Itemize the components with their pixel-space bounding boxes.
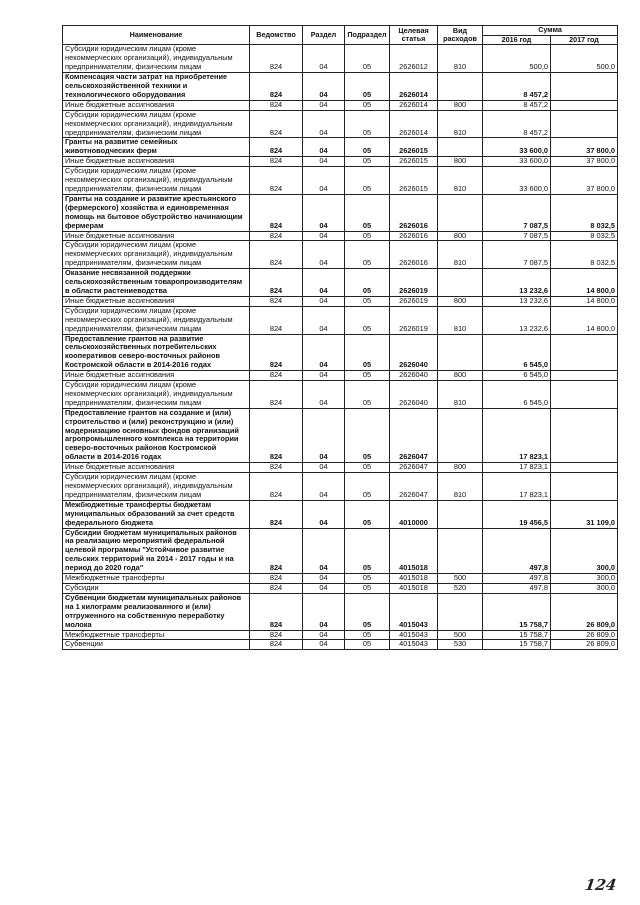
row-podrazdel: 05 bbox=[345, 45, 390, 73]
row-ved: 824 bbox=[250, 138, 303, 157]
row-name: Межбюджетные трансферты бюджетам муниципальных образований за счет средств федерального бюджета bbox=[63, 500, 250, 528]
row-target-article: 2626016 bbox=[390, 241, 438, 269]
row-expense-type: 800 bbox=[438, 231, 483, 241]
row-sum-2016: 497,8 bbox=[483, 528, 551, 574]
row-expense-type: 800 bbox=[438, 371, 483, 381]
row-ved: 824 bbox=[250, 306, 303, 334]
row-sum-2017 bbox=[551, 371, 618, 381]
row-ved: 824 bbox=[250, 574, 303, 584]
row-expense-type: 810 bbox=[438, 381, 483, 409]
row-sum-2016: 33 600,0 bbox=[483, 157, 551, 167]
row-podrazdel: 05 bbox=[345, 574, 390, 584]
header-expense-type: Вид расходов bbox=[438, 26, 483, 45]
row-sum-2017: 8 032,5 bbox=[551, 241, 618, 269]
row-target-article: 2626012 bbox=[390, 45, 438, 73]
row-ved: 824 bbox=[250, 463, 303, 473]
row-name: Субсидии юридическим лицам (кроме некоммерческих организаций), индивидуальным предпринимателям, физическим лицам bbox=[63, 241, 250, 269]
row-sum-2016: 6 545,0 bbox=[483, 334, 551, 371]
row-target-article: 2626014 bbox=[390, 100, 438, 110]
table-row bbox=[63, 194, 618, 231]
row-razdel: 04 bbox=[303, 473, 345, 501]
row-sum-2017: 500,0 bbox=[551, 45, 618, 73]
row-sum-2016: 33 600,0 bbox=[483, 138, 551, 157]
row-sum-2017 bbox=[551, 100, 618, 110]
row-sum-2017: 8 032,5 bbox=[551, 194, 618, 231]
row-ved: 824 bbox=[250, 640, 303, 650]
row-razdel: 04 bbox=[303, 241, 345, 269]
row-target-article: 4015043 bbox=[390, 630, 438, 640]
row-name: Иные бюджетные ассигнования bbox=[63, 371, 250, 381]
row-ved: 824 bbox=[250, 110, 303, 138]
row-podrazdel: 05 bbox=[345, 269, 390, 297]
row-podrazdel: 05 bbox=[345, 231, 390, 241]
row-sum-2016: 13 232,6 bbox=[483, 296, 551, 306]
row-name: Субсидии юридическим лицам (кроме некоммерческих организаций), индивидуальным предпринимателям, физическим лицам bbox=[63, 381, 250, 409]
row-expense-type: 500 bbox=[438, 574, 483, 584]
row-razdel: 04 bbox=[303, 371, 345, 381]
row-razdel: 04 bbox=[303, 306, 345, 334]
row-expense-type: 500 bbox=[438, 630, 483, 640]
row-razdel: 04 bbox=[303, 157, 345, 167]
table-row bbox=[63, 231, 618, 241]
row-target-article: 2626019 bbox=[390, 306, 438, 334]
row-sum-2017: 300,0 bbox=[551, 583, 618, 593]
header-year-2016: 2016 год bbox=[483, 36, 551, 45]
row-podrazdel: 05 bbox=[345, 157, 390, 167]
row-podrazdel: 05 bbox=[345, 334, 390, 371]
row-target-article: 2626040 bbox=[390, 381, 438, 409]
row-expense-type bbox=[438, 73, 483, 101]
row-ved: 824 bbox=[250, 73, 303, 101]
row-target-article: 2626040 bbox=[390, 334, 438, 371]
row-sum-2016: 8 457,2 bbox=[483, 73, 551, 101]
row-sum-2016: 15 758,7 bbox=[483, 630, 551, 640]
row-podrazdel: 05 bbox=[345, 194, 390, 231]
row-sum-2016: 15 758,7 bbox=[483, 593, 551, 630]
row-sum-2017: 26 809,0 bbox=[551, 640, 618, 650]
row-expense-type bbox=[438, 593, 483, 630]
row-ved: 824 bbox=[250, 241, 303, 269]
row-ved: 824 bbox=[250, 167, 303, 195]
row-target-article: 4015018 bbox=[390, 528, 438, 574]
row-target-article: 2626019 bbox=[390, 296, 438, 306]
row-razdel: 04 bbox=[303, 269, 345, 297]
row-name: Межбюджетные трансферты bbox=[63, 574, 250, 584]
row-razdel: 04 bbox=[303, 583, 345, 593]
table-row bbox=[63, 640, 618, 650]
row-sum-2017: 26 809,0 bbox=[551, 630, 618, 640]
row-target-article: 4015018 bbox=[390, 583, 438, 593]
row-target-article: 2626019 bbox=[390, 269, 438, 297]
row-name: Иные бюджетные ассигнования bbox=[63, 296, 250, 306]
row-expense-type: 810 bbox=[438, 110, 483, 138]
row-target-article: 2626014 bbox=[390, 110, 438, 138]
row-sum-2016: 8 457,2 bbox=[483, 110, 551, 138]
row-target-article: 4010000 bbox=[390, 500, 438, 528]
row-razdel: 04 bbox=[303, 408, 345, 462]
row-expense-type bbox=[438, 500, 483, 528]
row-expense-type bbox=[438, 528, 483, 574]
row-podrazdel: 05 bbox=[345, 408, 390, 462]
table-row bbox=[63, 45, 618, 73]
row-sum-2017 bbox=[551, 463, 618, 473]
row-name: Оказание несвязанной поддержки сельскохозяйственным товаропроизводителям в области растениеводства bbox=[63, 269, 250, 297]
row-sum-2016: 13 232,6 bbox=[483, 306, 551, 334]
row-expense-type: 810 bbox=[438, 167, 483, 195]
table-row bbox=[63, 574, 618, 584]
row-ved: 824 bbox=[250, 296, 303, 306]
row-sum-2017: 37 800,0 bbox=[551, 157, 618, 167]
row-sum-2016: 17 823,1 bbox=[483, 463, 551, 473]
row-razdel: 04 bbox=[303, 138, 345, 157]
row-sum-2016: 6 545,0 bbox=[483, 371, 551, 381]
row-target-article: 2626047 bbox=[390, 473, 438, 501]
row-razdel: 04 bbox=[303, 574, 345, 584]
row-name: Гранты на развитие семейных животноводческих ферм bbox=[63, 138, 250, 157]
row-razdel: 04 bbox=[303, 500, 345, 528]
row-razdel: 04 bbox=[303, 630, 345, 640]
row-name: Субсидии юридическим лицам (кроме некоммерческих организаций), индивидуальным предпринимателям, физическим лицам bbox=[63, 306, 250, 334]
row-sum-2016: 19 456,5 bbox=[483, 500, 551, 528]
table-body bbox=[63, 45, 618, 650]
row-razdel: 04 bbox=[303, 593, 345, 630]
row-sum-2017: 300,0 bbox=[551, 528, 618, 574]
row-razdel: 04 bbox=[303, 231, 345, 241]
row-ved: 824 bbox=[250, 473, 303, 501]
header-podrazdel: Подраздел bbox=[345, 26, 390, 45]
row-sum-2016: 7 087,5 bbox=[483, 241, 551, 269]
row-ved: 824 bbox=[250, 100, 303, 110]
row-sum-2016: 17 823,1 bbox=[483, 473, 551, 501]
row-name: Субвенции bbox=[63, 640, 250, 650]
row-razdel: 04 bbox=[303, 528, 345, 574]
row-expense-type bbox=[438, 138, 483, 157]
row-expense-type bbox=[438, 194, 483, 231]
row-sum-2016: 500,0 bbox=[483, 45, 551, 73]
row-ved: 824 bbox=[250, 593, 303, 630]
row-target-article: 4015043 bbox=[390, 593, 438, 630]
row-podrazdel: 05 bbox=[345, 583, 390, 593]
row-ved: 824 bbox=[250, 334, 303, 371]
row-expense-type bbox=[438, 408, 483, 462]
row-razdel: 04 bbox=[303, 100, 345, 110]
row-target-article: 4015018 bbox=[390, 574, 438, 584]
table-row bbox=[63, 593, 618, 630]
table-row bbox=[63, 306, 618, 334]
row-podrazdel: 05 bbox=[345, 640, 390, 650]
row-sum-2017 bbox=[551, 110, 618, 138]
row-ved: 824 bbox=[250, 371, 303, 381]
row-razdel: 04 bbox=[303, 45, 345, 73]
row-target-article: 2626015 bbox=[390, 157, 438, 167]
row-sum-2016: 8 457,2 bbox=[483, 100, 551, 110]
row-name: Иные бюджетные ассигнования bbox=[63, 100, 250, 110]
row-podrazdel: 05 bbox=[345, 138, 390, 157]
row-sum-2017: 37 800,0 bbox=[551, 167, 618, 195]
row-expense-type: 530 bbox=[438, 640, 483, 650]
row-ved: 824 bbox=[250, 500, 303, 528]
table-header bbox=[63, 26, 618, 45]
table-row bbox=[63, 138, 618, 157]
row-podrazdel: 05 bbox=[345, 241, 390, 269]
row-podrazdel: 05 bbox=[345, 381, 390, 409]
row-name: Субсидии бюджетам муниципальных районов на реализацию мероприятий федеральной целевой программы "Устойчивое развитие сельских территорий на 2014 - 2017 годы и на период до 2020 года" bbox=[63, 528, 250, 574]
row-sum-2016: 497,8 bbox=[483, 583, 551, 593]
row-name: Межбюджетные трансферты bbox=[63, 630, 250, 640]
row-sum-2017: 31 109,0 bbox=[551, 500, 618, 528]
row-expense-type bbox=[438, 334, 483, 371]
row-name: Субсидии юридическим лицам (кроме некоммерческих организаций), индивидуальным предпринимателям, физическим лицам bbox=[63, 110, 250, 138]
row-sum-2017: 14 800,0 bbox=[551, 296, 618, 306]
row-podrazdel: 05 bbox=[345, 371, 390, 381]
row-sum-2017 bbox=[551, 408, 618, 462]
row-sum-2017 bbox=[551, 381, 618, 409]
row-podrazdel: 05 bbox=[345, 500, 390, 528]
row-target-article: 2626014 bbox=[390, 73, 438, 101]
row-target-article: 2626015 bbox=[390, 167, 438, 195]
row-sum-2016: 17 823,1 bbox=[483, 408, 551, 462]
row-podrazdel: 05 bbox=[345, 296, 390, 306]
row-sum-2016: 7 087,5 bbox=[483, 231, 551, 241]
row-ved: 824 bbox=[250, 231, 303, 241]
row-razdel: 04 bbox=[303, 296, 345, 306]
row-podrazdel: 05 bbox=[345, 463, 390, 473]
row-podrazdel: 05 bbox=[345, 630, 390, 640]
row-sum-2016: 13 232,6 bbox=[483, 269, 551, 297]
row-name: Гранты на создание и развитие крестьянского (фермерского) хозяйства и единовременная помощь на бытовое обустройство начинающим фермерам bbox=[63, 194, 250, 231]
table-row bbox=[63, 110, 618, 138]
row-podrazdel: 05 bbox=[345, 593, 390, 630]
row-podrazdel: 05 bbox=[345, 528, 390, 574]
row-sum-2016: 33 600,0 bbox=[483, 167, 551, 195]
row-name: Компенсация части затрат на приобретение сельскохозяйственной техники и технологического оборудования bbox=[63, 73, 250, 101]
row-name: Предоставление грантов на создание и (или) строительство и (или) реконструкцию и (или) модернизацию основных фондов организаций агропромышленного комплекса на территории северо-восточных районов Костромской области в 2014-2016 годах bbox=[63, 408, 250, 462]
row-target-article: 4015043 bbox=[390, 640, 438, 650]
row-podrazdel: 05 bbox=[345, 473, 390, 501]
row-expense-type: 810 bbox=[438, 473, 483, 501]
row-name: Субсидии юридическим лицам (кроме некоммерческих организаций), индивидуальным предпринимателям, физическим лицам bbox=[63, 45, 250, 73]
table-row bbox=[63, 100, 618, 110]
row-razdel: 04 bbox=[303, 167, 345, 195]
header-razdel: Раздел bbox=[303, 26, 345, 45]
table-row bbox=[63, 371, 618, 381]
row-ved: 824 bbox=[250, 381, 303, 409]
header-target-article: Целевая статья bbox=[390, 26, 438, 45]
row-expense-type: 800 bbox=[438, 100, 483, 110]
row-expense-type: 810 bbox=[438, 306, 483, 334]
budget-table bbox=[62, 25, 618, 650]
row-sum-2016: 15 758,7 bbox=[483, 640, 551, 650]
row-podrazdel: 05 bbox=[345, 167, 390, 195]
row-target-article: 2626016 bbox=[390, 194, 438, 231]
table-row bbox=[63, 334, 618, 371]
row-expense-type: 810 bbox=[438, 45, 483, 73]
row-razdel: 04 bbox=[303, 110, 345, 138]
row-target-article: 2626040 bbox=[390, 371, 438, 381]
row-razdel: 04 bbox=[303, 640, 345, 650]
row-expense-type bbox=[438, 269, 483, 297]
row-expense-type: 520 bbox=[438, 583, 483, 593]
row-target-article: 2626047 bbox=[390, 463, 438, 473]
row-name: Субсидии юридическим лицам (кроме некоммерческих организаций), индивидуальным предпринимателям, физическим лицам bbox=[63, 473, 250, 501]
row-razdel: 04 bbox=[303, 73, 345, 101]
row-sum-2016: 7 087,5 bbox=[483, 194, 551, 231]
row-name: Предоставление грантов на развитие сельскохозяйственных потребительских кооперативов северо-восточных районов Костромской области в 2014-2016 годах bbox=[63, 334, 250, 371]
row-name: Субвенции бюджетам муниципальных районов на 1 килограмм реализованного и (или) отгруженного на собственную переработку молока bbox=[63, 593, 250, 630]
row-sum-2017 bbox=[551, 73, 618, 101]
row-sum-2017: 300,0 bbox=[551, 574, 618, 584]
row-target-article: 2626015 bbox=[390, 138, 438, 157]
row-podrazdel: 05 bbox=[345, 100, 390, 110]
row-sum-2017 bbox=[551, 473, 618, 501]
row-name: Иные бюджетные ассигнования bbox=[63, 463, 250, 473]
table-row bbox=[63, 381, 618, 409]
table-row bbox=[63, 167, 618, 195]
row-ved: 824 bbox=[250, 528, 303, 574]
table-row bbox=[63, 463, 618, 473]
row-name: Иные бюджетные ассигнования bbox=[63, 157, 250, 167]
header-ved: Ведомство bbox=[250, 26, 303, 45]
row-podrazdel: 05 bbox=[345, 110, 390, 138]
row-razdel: 04 bbox=[303, 334, 345, 371]
row-ved: 824 bbox=[250, 269, 303, 297]
row-sum-2017: 26 809,0 bbox=[551, 593, 618, 630]
row-sum-2017: 14 800,0 bbox=[551, 306, 618, 334]
row-ved: 824 bbox=[250, 45, 303, 73]
page-number: 124 bbox=[583, 876, 618, 894]
row-ved: 824 bbox=[250, 157, 303, 167]
table-row bbox=[63, 157, 618, 167]
table-row bbox=[63, 296, 618, 306]
row-ved: 824 bbox=[250, 408, 303, 462]
row-podrazdel: 05 bbox=[345, 73, 390, 101]
row-sum-2017: 37 800,0 bbox=[551, 138, 618, 157]
row-ved: 824 bbox=[250, 194, 303, 231]
row-sum-2017: 14 800,0 bbox=[551, 269, 618, 297]
table-row bbox=[63, 73, 618, 101]
header-sum: Сумма bbox=[483, 26, 618, 36]
table-row bbox=[63, 269, 618, 297]
row-name: Субсидии юридическим лицам (кроме некоммерческих организаций), индивидуальным предпринимателям, физическим лицам bbox=[63, 167, 250, 195]
row-podrazdel: 05 bbox=[345, 306, 390, 334]
row-name: Иные бюджетные ассигнования bbox=[63, 231, 250, 241]
row-expense-type: 800 bbox=[438, 296, 483, 306]
table-row bbox=[63, 528, 618, 574]
table-row bbox=[63, 408, 618, 462]
row-name: Субсидии bbox=[63, 583, 250, 593]
row-expense-type: 800 bbox=[438, 157, 483, 167]
header-year-2017: 2017 год bbox=[551, 36, 618, 45]
row-razdel: 04 bbox=[303, 194, 345, 231]
row-sum-2017: 8 032,5 bbox=[551, 231, 618, 241]
row-razdel: 04 bbox=[303, 463, 345, 473]
budget-table-page bbox=[62, 25, 617, 650]
row-sum-2016: 497,8 bbox=[483, 574, 551, 584]
row-ved: 824 bbox=[250, 630, 303, 640]
table-row bbox=[63, 473, 618, 501]
header-name: Наименование bbox=[63, 26, 250, 45]
table-row bbox=[63, 241, 618, 269]
row-sum-2017 bbox=[551, 334, 618, 371]
table-row bbox=[63, 630, 618, 640]
row-expense-type: 810 bbox=[438, 241, 483, 269]
row-razdel: 04 bbox=[303, 381, 345, 409]
row-sum-2016: 6 545,0 bbox=[483, 381, 551, 409]
row-expense-type: 800 bbox=[438, 463, 483, 473]
table-row bbox=[63, 583, 618, 593]
row-target-article: 2626047 bbox=[390, 408, 438, 462]
row-target-article: 2626016 bbox=[390, 231, 438, 241]
row-ved: 824 bbox=[250, 583, 303, 593]
table-row bbox=[63, 500, 618, 528]
